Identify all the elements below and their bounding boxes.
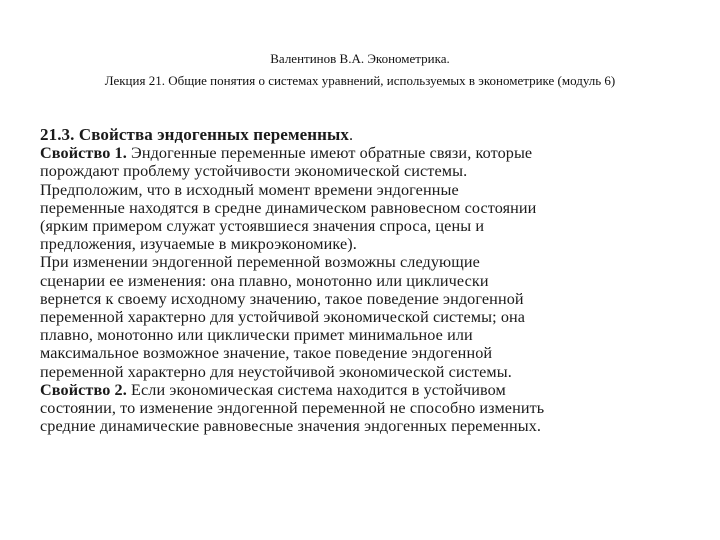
property-1-label: Свойство 1.: [40, 144, 127, 163]
text-line: При изменении эндогенной переменной возможны следующие: [40, 253, 480, 272]
text-line: переменные находятся в средне динамическом равновесном состоянии: [40, 198, 537, 217]
section-title: 21.3. Свойства эндогенных переменных: [40, 125, 350, 144]
text-line: максимальное возможное значение, такое поведение эндогенной: [40, 344, 493, 363]
text-line: Если экономическая система находится в устойчивом: [126, 380, 506, 399]
property-2-paragraph: [40, 381, 700, 436]
text-line: Предположим, что в исходный момент времени эндогенные: [40, 180, 459, 199]
text-line: Эндогенные переменные имеют обратные связи, которые: [126, 144, 533, 163]
text-line: средние динамические равновесные значения эндогенных переменных.: [40, 417, 542, 436]
text-line: состоянии, то изменение эндогенной переменной не способно изменить: [40, 399, 545, 418]
section-heading: [40, 126, 700, 144]
property-1-paragraph: [40, 144, 700, 253]
property-2-label: Свойство 2.: [40, 380, 127, 399]
text-line: (ярким примером служат устоявшиеся значения спроса, цены и: [40, 217, 485, 236]
text-line: сценарии ее изменения: она плавно, монотонно или циклически: [40, 271, 489, 290]
text-line: переменной характерно для неустойчивой экономической системы.: [40, 362, 512, 381]
section-title-period: .: [349, 126, 354, 144]
scenarios-paragraph: [40, 253, 700, 380]
text-line: предложения, изучаемые в микроэкономике).: [40, 235, 357, 254]
document-body: [40, 126, 700, 435]
author-title: Валентинов В.А. Эконометрика.: [270, 51, 450, 66]
text-line: плавно, монотонно или циклически примет минимальное или: [40, 326, 473, 345]
lecture-title: Лекция 21. Общие понятия о системах уравнений, используемых в эконометрике (модуль 6): [104, 73, 616, 88]
text-line: вернется к своему исходному значению, такое поведение эндогенной: [40, 289, 524, 308]
text-line: переменной характерно для устойчивой экономической системы; она: [40, 308, 526, 327]
text-line: порождают проблему устойчивости экономической системы.: [40, 162, 468, 181]
